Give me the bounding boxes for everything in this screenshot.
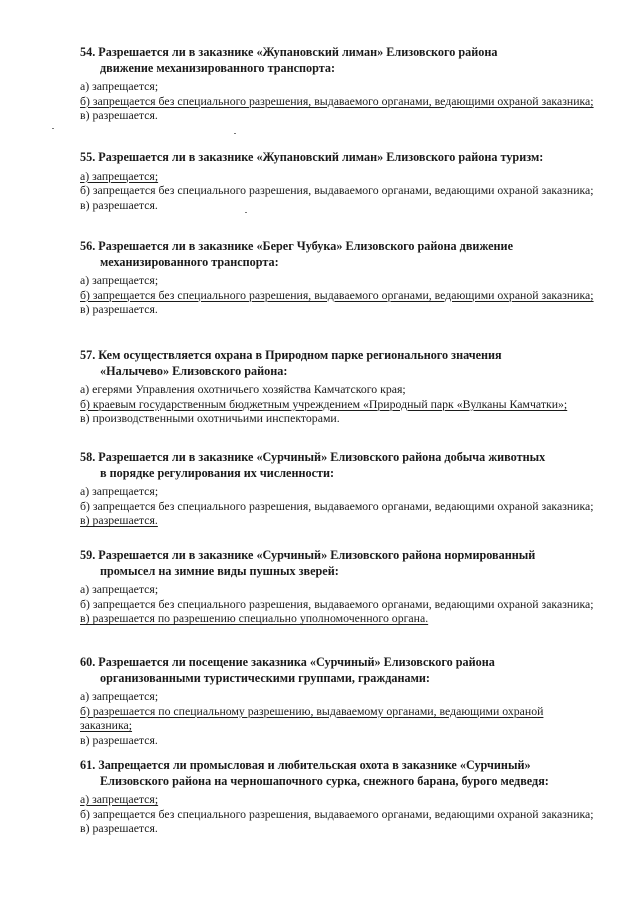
option-b: б) запрещается без специального разрешения, выдаваемого органами, ведающими охраной заказника; (80, 498, 594, 513)
question-title (80, 45, 598, 76)
option-c: в) производственными охотничьими инспекторами. (80, 411, 340, 426)
question-title (80, 348, 598, 379)
question-title-line2: организованными туристическими группами, гражданами: (100, 670, 430, 685)
question-title (80, 150, 598, 166)
option-c: в) разрешается. (80, 821, 158, 836)
question-title-line1: 59. Разрешается ли в заказнике «Сурчиный» Елизовского района нормированный (80, 548, 536, 562)
question-60 (80, 655, 598, 747)
question-title-line1: 57. Кем осуществляется охрана в Природном парке регионального значения (80, 348, 502, 362)
option-c: в) разрешается. (80, 197, 158, 212)
question-55 (80, 150, 598, 212)
question-title-line1: 54. Разрешается ли в заказнике «Жупановский лиман» Елизовского района (80, 45, 498, 59)
option-c: в) разрешается. (80, 732, 158, 747)
option-b-correct: б) запрещается без специального разрешения, выдаваемого органами, ведающими охраной заказника; (80, 93, 594, 108)
question-title-line1: 58. Разрешается ли в заказнике «Сурчиный» Елизовского района добыча животных (80, 450, 546, 464)
option-c: в) разрешается. (80, 302, 158, 317)
question-title-line2: в порядке регулирования их численности: (100, 465, 335, 480)
question-61 (80, 758, 598, 836)
option-a: а) запрещается; (80, 582, 159, 596)
option-a: а) егерями Управления охотничьего хозяйства Камчатского края; (80, 382, 406, 396)
scan-speck (234, 133, 236, 134)
option-b: б) запрещается без специального разрешения, выдаваемого органами, ведающими охраной заказника; (80, 183, 594, 198)
option-c: в) разрешается. (80, 108, 158, 123)
option-c-correct: в) разрешается. (80, 513, 158, 528)
option-c-correct: в) разрешается по разрешению специально уполномоченного органа. (80, 611, 429, 626)
question-title (80, 239, 598, 270)
option-a: а) запрещается; (80, 484, 159, 498)
question-59 (80, 548, 598, 626)
option-a-correct: а) запрещается; (80, 792, 159, 806)
question-title-line1: 55. Разрешается ли в заказнике «Жупановский лиман» Елизовского района туризм: (80, 150, 544, 164)
option-a: а) запрещается; (80, 273, 159, 287)
scan-speck (52, 128, 54, 129)
question-title (80, 655, 598, 686)
question-title-line1: 61. Запрещается ли промысловая и любительская охота в заказнике «Сурчиный» (80, 758, 531, 772)
option-b-correct: б) запрещается без специального разрешения, выдаваемого органами, ведающими охраной заказника; (80, 287, 594, 302)
question-title (80, 548, 598, 579)
option-b: б) запрещается без специального разрешения, выдаваемого органами, ведающими охраной заказника; (80, 596, 594, 611)
option-a-correct: а) запрещается; (80, 168, 159, 183)
question-title-line2: «Налычево» Елизовского района: (100, 363, 288, 378)
option-a: а) запрещается; (80, 79, 159, 93)
question-title-line2: механизированного транспорта: (100, 254, 279, 269)
question-58 (80, 450, 598, 528)
question-title-line1: 60. Разрешается ли посещение заказника «Сурчиный» Елизовского района (80, 655, 495, 669)
question-title-line2: Елизовского района на черношапочного сурка, снежного барана, бурого медведя: (100, 773, 549, 788)
option-b-correct: б) краевым государственным бюджетным учреждением «Природный парк «Вулканы Камчатки»; (80, 396, 568, 411)
option-b: б) запрещается без специального разрешения, выдаваемого органами, ведающими охраной заказника; (80, 806, 594, 821)
question-title-line1: 56. Разрешается ли в заказнике «Берег Чубука» Елизовского района движение (80, 239, 513, 253)
option-a: а) запрещается; (80, 689, 159, 703)
question-title-line2: промысел на зимние виды пушных зверей: (100, 563, 339, 578)
option-b-correct: б) разрешается по специальному разрешению, выдаваемому органами, ведающими охраной заказника; (80, 703, 544, 733)
question-title (80, 450, 598, 481)
question-title (80, 758, 598, 789)
question-title-line2: движение механизированного транспорта: (100, 60, 336, 75)
question-57 (80, 348, 598, 426)
question-56 (80, 239, 598, 317)
question-54 (80, 45, 598, 123)
